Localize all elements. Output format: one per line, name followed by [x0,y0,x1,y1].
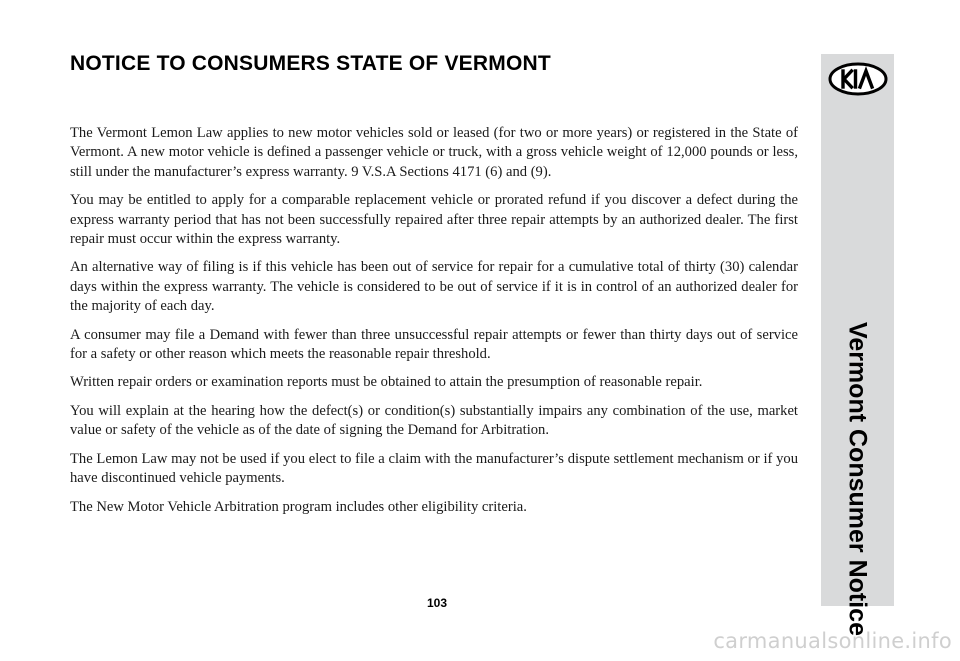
paragraph-limitations: The Lemon Law may not be used if you elect to file a claim with the manufacturer’s dispute settlement mechanism or if you have discontinued vehicle payments. [70,450,798,487]
paragraph-out-of-service: An alternative way of filing is if this vehicle has been out of service for repair for a cumulative total of thirty (30) calendar days within the express warranty. The vehicle is considered to be out of service if it is in control of an authorized dealer for the majority of each day. [70,259,798,315]
sidebar-title: Vermont Consumer Notice [843,322,872,636]
paragraph-safety-demand: A consumer may file a Demand with fewer than three unsuccessful repair attempts or fewer than thirty days out of service for a safety or other reason which meets the reasonable repair threshold. [70,326,798,363]
watermark: carmanualsonline.info [713,629,952,653]
page-title: NOTICE TO CONSUMERS STATE OF VERMONT [70,52,551,75]
kia-logo-icon [828,62,888,96]
page-number: 103 [426,596,448,610]
notice-body [70,124,798,526]
paragraph-hearing: You will explain at the hearing how the defect(s) or condition(s) substantially impairs any combination of the use, market value or safety of the vehicle as of the date of signing the Demand for Arbitration. [70,402,798,439]
paragraph-replacement: You may be entitled to apply for a comparable replacement vehicle or prorated refund if you discover a defect during the express warranty period that has not been successfully repaired after three repair attempts by an authorized dealer. The first repair must occur within the express warranty. [70,192,798,248]
sidebar-tab [821,54,894,636]
paragraph-scope: The Vermont Lemon Law applies to new motor vehicles sold or leased (for two or more years) or registered in the State of Vermont. A new motor vehicle is defined a passenger vehicle or truck, with a gross vehicle weight of 12,000 pounds or less, still under the manufacturer’s express warranty. 9 V.S.A Sections 4171 (6) and (9). [70,125,798,180]
paragraph-eligibility: The New Motor Vehicle Arbitration program includes other eligibility criteria. [70,498,527,515]
paragraph-repair-orders: Written repair orders or examination reports must be obtained to attain the presumption of reasonable repair. [70,374,703,391]
